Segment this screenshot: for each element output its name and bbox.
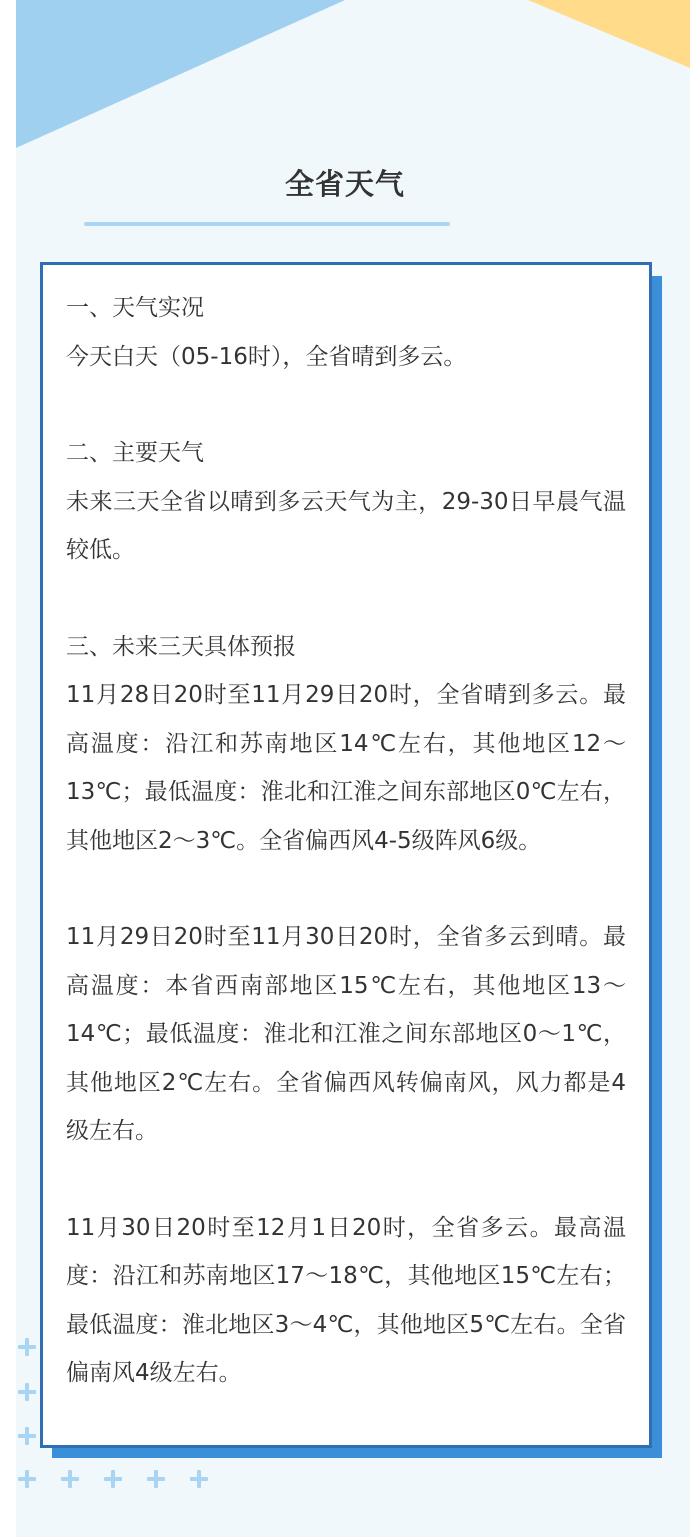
plus-icon bbox=[18, 1383, 36, 1401]
plus-icon bbox=[18, 1338, 36, 1356]
page-title: 全省天气 bbox=[284, 167, 405, 201]
plus-icon bbox=[61, 1470, 79, 1488]
section-main-weather bbox=[66, 429, 626, 575]
card-content bbox=[66, 284, 626, 1398]
section-paragraph: 未来三天全省以晴到多云天气为主，29-30日早晨气温较低。 bbox=[66, 488, 626, 563]
section-heading: 一、天气实况 bbox=[66, 295, 204, 321]
plus-icon bbox=[18, 1470, 36, 1488]
yellow-triangle-decoration bbox=[528, 0, 690, 68]
section-weather-observation bbox=[66, 284, 626, 381]
plus-icon bbox=[18, 1427, 36, 1445]
plus-icon bbox=[190, 1470, 208, 1488]
title-underline bbox=[84, 222, 450, 226]
header-decoration bbox=[0, 0, 690, 160]
forecast-paragraph-day3: 11月30日20时至12月1日20时，全省多云。最高温度：沿江和苏南地区17～18℃，其他地区15℃左右；最低温度：淮北地区3～4℃，其他地区5℃左右。全省偏南风4级左右。 bbox=[66, 1214, 626, 1386]
forecast-paragraph-day1: 11月28日20时至11月29日20时，全省晴到多云。最高温度：沿江和苏南地区14℃左右，其他地区12～13℃；最低温度：淮北和江淮之间东部地区0℃左右，其他地区2～3℃。全省偏西风4-5级阵风6级。 bbox=[66, 682, 626, 854]
plus-icon bbox=[147, 1470, 165, 1488]
section-paragraph: 今天白天（05-16时），全省晴到多云。 bbox=[66, 343, 467, 370]
forecast-paragraph-day2: 11月29日20时至11月30日20时，全省多云到晴。最高温度：本省西南部地区15℃左右，其他地区13～14℃；最低温度：淮北和江淮之间东部地区0～1℃，其他地区2℃左右。全省偏西风转偏南风，风力都是4级左右。 bbox=[66, 924, 626, 1144]
section-three-day-forecast bbox=[66, 623, 626, 1398]
plus-icon bbox=[104, 1470, 122, 1488]
section-heading: 二、主要天气 bbox=[66, 440, 204, 466]
blue-triangle-decoration bbox=[16, 0, 345, 148]
section-heading: 三、未来三天具体预报 bbox=[66, 633, 296, 660]
